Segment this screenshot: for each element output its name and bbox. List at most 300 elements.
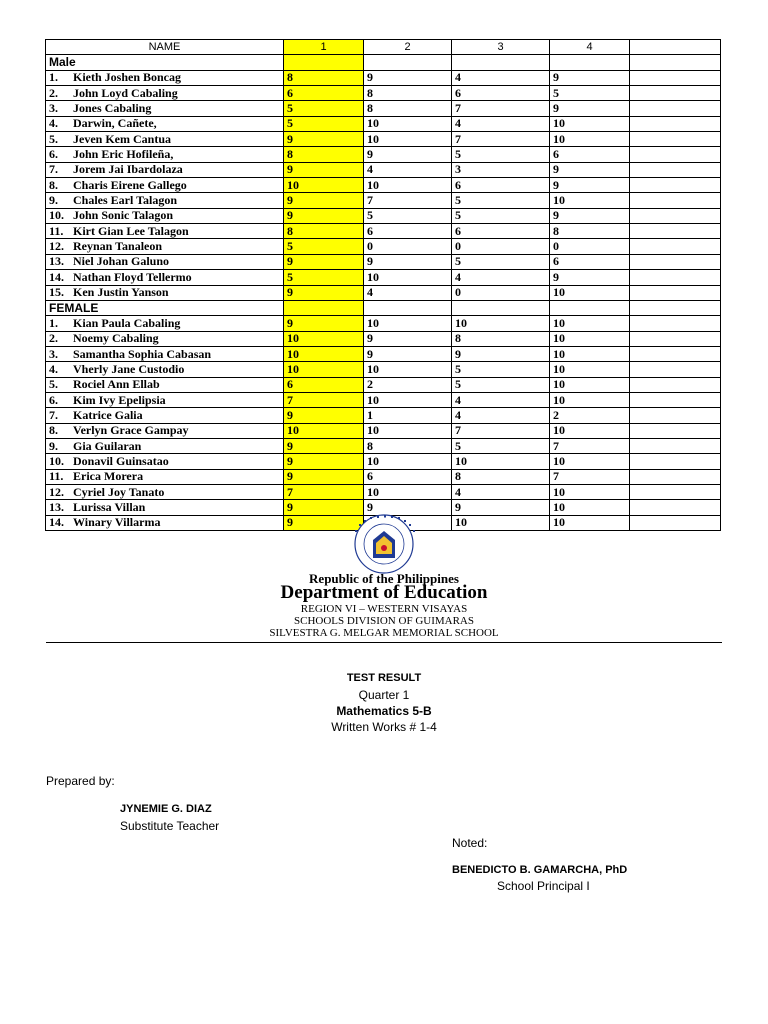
score-ww3: 8 — [452, 469, 550, 484]
score-ww1: 5 — [284, 270, 364, 285]
student-name: Rociel Ann Ellab — [73, 377, 160, 392]
empty-cell — [630, 254, 721, 269]
student-name: Kieth Joshen Boncag — [73, 70, 182, 85]
empty-cell — [630, 484, 721, 499]
score-ww4: 7 — [550, 469, 630, 484]
student-name-cell — [46, 178, 284, 193]
student-name-cell — [46, 469, 284, 484]
table-row — [46, 408, 721, 423]
score-ww3: 3 — [452, 162, 550, 177]
table-row — [46, 254, 721, 269]
table-row — [46, 392, 721, 407]
score-ww3: 5 — [452, 147, 550, 162]
female-section-label: FEMALE — [46, 300, 284, 315]
student-name-cell — [46, 208, 284, 223]
score-ww4: 9 — [550, 208, 630, 223]
score-ww4: 10 — [550, 193, 630, 208]
score-ww2: 1 — [364, 408, 452, 423]
student-name-cell — [46, 484, 284, 499]
score-ww1: 9 — [284, 132, 364, 147]
score-ww2: 4 — [364, 285, 452, 300]
empty-cell — [630, 392, 721, 407]
score-ww3: 4 — [452, 116, 550, 131]
score-ww3: 5 — [452, 254, 550, 269]
score-ww1: 5 — [284, 116, 364, 131]
score-ww4: 6 — [550, 147, 630, 162]
score-ww1: 10 — [284, 178, 364, 193]
score-ww3: 6 — [452, 86, 550, 101]
table-row — [46, 239, 721, 254]
empty-cell — [630, 408, 721, 423]
score-ww3: 5 — [452, 438, 550, 453]
score-ww2: 4 — [364, 162, 452, 177]
student-number: 7. — [49, 407, 58, 422]
score-ww1: 5 — [284, 239, 364, 254]
score-ww4: 9 — [550, 270, 630, 285]
empty-cell — [630, 438, 721, 453]
score-ww2: 10 — [364, 423, 452, 438]
score-ww2: 8 — [364, 438, 452, 453]
empty-cell — [630, 178, 721, 193]
score-ww1: 9 — [284, 208, 364, 223]
student-number: 10. — [49, 208, 64, 223]
table-row — [46, 147, 721, 162]
score-ww2: 2 — [364, 377, 452, 392]
score-ww3: 10 — [452, 515, 550, 530]
region-line: REGION VI – WESTERN VISAYAS — [300, 603, 468, 615]
student-number: 10. — [49, 453, 64, 468]
header-ww4: 4 — [550, 40, 630, 55]
score-ww4: 9 — [550, 162, 630, 177]
score-ww3: 8 — [452, 331, 550, 346]
score-ww2: 9 — [364, 147, 452, 162]
score-ww3: 7 — [452, 423, 550, 438]
student-name: Lurissa Villan — [73, 499, 146, 514]
table-row — [46, 346, 721, 361]
student-name-cell — [46, 500, 284, 515]
empty-cell — [630, 193, 721, 208]
student-name: Kirt Gian Lee Talagon — [73, 223, 189, 238]
score-table — [45, 39, 721, 531]
table-row — [46, 70, 721, 85]
score-ww1: 9 — [284, 515, 364, 530]
student-name: Jeven Kem Cantua — [73, 131, 171, 146]
score-ww3: 5 — [452, 362, 550, 377]
table-row — [46, 116, 721, 131]
table-row — [46, 193, 721, 208]
score-ww3: 6 — [452, 178, 550, 193]
student-name: Winary Villarma — [73, 515, 161, 530]
score-ww1: 9 — [284, 193, 364, 208]
score-ww2: 8 — [364, 101, 452, 116]
table-row — [46, 208, 721, 223]
student-name: Verlyn Grace Gampay — [73, 423, 189, 438]
header-row — [46, 40, 721, 55]
empty-cell — [630, 362, 721, 377]
score-ww2: 9 — [364, 500, 452, 515]
empty-cell — [452, 300, 550, 315]
empty-cell — [630, 86, 721, 101]
table-row — [46, 500, 721, 515]
score-ww3: 9 — [452, 346, 550, 361]
score-ww4: 9 — [550, 70, 630, 85]
table-row — [46, 270, 721, 285]
score-ww4: 10 — [550, 362, 630, 377]
deped-seal — [347, 514, 421, 574]
student-number: 5. — [49, 131, 58, 146]
empty-cell — [630, 55, 721, 70]
empty-cell — [630, 224, 721, 239]
score-ww4: 10 — [550, 132, 630, 147]
empty-cell — [630, 162, 721, 177]
score-ww3: 10 — [452, 316, 550, 331]
score-ww1: 6 — [284, 377, 364, 392]
student-number: 7. — [49, 162, 58, 177]
student-name-cell — [46, 101, 284, 116]
student-number: 11. — [49, 223, 64, 238]
score-ww1: 10 — [284, 346, 364, 361]
student-name-cell — [46, 224, 284, 239]
student-number: 11. — [49, 469, 64, 484]
score-ww4: 10 — [550, 331, 630, 346]
score-ww1: 9 — [284, 254, 364, 269]
prepared-name: JYNEMIE G. DIAZ — [120, 803, 212, 815]
empty-cell — [630, 346, 721, 361]
student-number: 13. — [49, 254, 64, 269]
score-ww4: 6 — [550, 254, 630, 269]
score-ww1: 8 — [284, 70, 364, 85]
score-ww4: 10 — [550, 346, 630, 361]
header-blank — [630, 40, 721, 55]
score-ww3: 4 — [452, 270, 550, 285]
score-ww4: 0 — [550, 239, 630, 254]
student-name-cell — [46, 239, 284, 254]
score-ww2: 10 — [364, 316, 452, 331]
score-ww2: 0 — [364, 239, 452, 254]
table-row — [46, 132, 721, 147]
score-ww3: 7 — [452, 101, 550, 116]
student-number: 1. — [49, 70, 58, 85]
republic-line: Republic of the Philippines — [309, 571, 459, 586]
table-row — [46, 316, 721, 331]
empty-cell — [630, 331, 721, 346]
student-name: Vherly Jane Custodio — [73, 361, 185, 376]
student-name-cell — [46, 408, 284, 423]
empty-cell — [630, 239, 721, 254]
department-title: Department of Education — [280, 582, 488, 603]
score-ww4: 10 — [550, 484, 630, 499]
score-ww3: 4 — [452, 392, 550, 407]
score-ww4: 10 — [550, 423, 630, 438]
score-ww3: 4 — [452, 484, 550, 499]
empty-cell — [630, 454, 721, 469]
score-ww4: 10 — [550, 285, 630, 300]
student-number: 14. — [49, 269, 64, 284]
student-number: 4. — [49, 361, 58, 376]
score-ww4: 10 — [550, 316, 630, 331]
student-name-cell — [46, 515, 284, 530]
empty-cell — [550, 300, 630, 315]
student-name-cell — [46, 331, 284, 346]
male-section-row — [46, 55, 721, 70]
student-name-cell — [46, 270, 284, 285]
empty-cell — [284, 55, 364, 70]
student-name: Reynan Tanaleon — [73, 239, 163, 254]
empty-cell — [452, 55, 550, 70]
score-ww1: 8 — [284, 224, 364, 239]
empty-cell — [364, 300, 452, 315]
empty-cell — [630, 515, 721, 530]
student-name: Samantha Sophia Cabasan — [73, 346, 212, 361]
table-row — [46, 377, 721, 392]
score-ww4: 10 — [550, 515, 630, 530]
student-name: Kim Ivy Epelipsia — [73, 392, 166, 407]
student-name: John Loyd Cabaling — [73, 85, 178, 100]
table-row — [46, 101, 721, 116]
score-ww2: 9 — [364, 346, 452, 361]
header-ww2: 2 — [364, 40, 452, 55]
student-name-cell — [46, 392, 284, 407]
score-ww1: 9 — [284, 469, 364, 484]
student-number: 13. — [49, 499, 64, 514]
score-ww4: 5 — [550, 86, 630, 101]
empty-cell — [630, 500, 721, 515]
table-row — [46, 469, 721, 484]
student-name: Donavil Guinsatao — [73, 453, 169, 468]
male-section-label: Male — [46, 55, 284, 70]
student-name: Charis Eirene Gallego — [73, 177, 187, 192]
student-number: 2. — [49, 85, 58, 100]
student-name-cell — [46, 70, 284, 85]
empty-cell — [630, 423, 721, 438]
score-ww4: 10 — [550, 454, 630, 469]
score-ww3: 7 — [452, 132, 550, 147]
empty-cell — [284, 300, 364, 315]
score-ww4: 8 — [550, 224, 630, 239]
student-name-cell — [46, 193, 284, 208]
score-ww2: 9 — [364, 331, 452, 346]
student-name-cell — [46, 362, 284, 377]
table-row — [46, 162, 721, 177]
student-name: Chales Earl Talagon — [73, 193, 178, 208]
student-name: Kian Paula Cabaling — [73, 315, 181, 330]
student-number: 2. — [49, 331, 58, 346]
score-table-body — [46, 55, 721, 531]
student-name: John Sonic Talagon — [73, 208, 174, 223]
student-name-cell — [46, 285, 284, 300]
score-ww1: 8 — [284, 147, 364, 162]
empty-cell — [630, 469, 721, 484]
score-ww1: 9 — [284, 162, 364, 177]
score-ww1: 10 — [284, 362, 364, 377]
score-ww1: 7 — [284, 392, 364, 407]
score-ww2: 10 — [364, 132, 452, 147]
student-number: 8. — [49, 423, 58, 438]
student-name-cell — [46, 346, 284, 361]
empty-cell — [630, 377, 721, 392]
score-ww3: 4 — [452, 408, 550, 423]
student-number: 14. — [49, 515, 64, 530]
score-ww4: 10 — [550, 116, 630, 131]
empty-cell — [550, 55, 630, 70]
noted-name: BENEDICTO B. GAMARCHA, PhD — [452, 864, 628, 876]
student-name-cell — [46, 86, 284, 101]
score-ww1: 9 — [284, 438, 364, 453]
student-name: Jorem Jai Ibardolaza — [73, 162, 183, 177]
student-name: Niel Johan Galuno — [73, 254, 170, 269]
table-row — [46, 178, 721, 193]
score-ww1: 6 — [284, 86, 364, 101]
student-name-cell — [46, 254, 284, 269]
school-line: SILVESTRA G. MELGAR MEMORIAL SCHOOL — [269, 627, 499, 639]
student-name: Ken Justin Yanson — [73, 285, 169, 300]
prepared-label: Prepared by: — [46, 774, 115, 788]
score-ww4: 9 — [550, 101, 630, 116]
noted-title: School Principal I — [497, 879, 590, 893]
student-name: John Eric Hofileña, — [73, 147, 174, 162]
student-name: Erica Morera — [73, 469, 144, 484]
score-ww3: 5 — [452, 377, 550, 392]
score-ww3: 6 — [452, 224, 550, 239]
student-name-cell — [46, 454, 284, 469]
score-ww1: 7 — [284, 484, 364, 499]
score-ww3: 5 — [452, 208, 550, 223]
empty-cell — [630, 116, 721, 131]
score-ww2: 5 — [364, 208, 452, 223]
score-ww2: 6 — [364, 469, 452, 484]
empty-cell — [630, 316, 721, 331]
student-name-cell — [46, 377, 284, 392]
score-ww3: 10 — [452, 454, 550, 469]
score-ww4: 7 — [550, 438, 630, 453]
score-ww2: 10 — [364, 270, 452, 285]
female-section-row — [46, 300, 721, 315]
score-ww3: 9 — [452, 500, 550, 515]
seal-emblem-dot — [381, 545, 387, 551]
student-number: 6. — [49, 147, 58, 162]
student-number: 6. — [49, 392, 58, 407]
student-number: 5. — [49, 377, 58, 392]
student-number: 9. — [49, 438, 58, 453]
empty-cell — [630, 101, 721, 116]
score-ww1: 9 — [284, 500, 364, 515]
score-ww2: 10 — [364, 484, 452, 499]
noted-label: Noted: — [452, 836, 488, 850]
student-name: Nathan Floyd Tellermo — [73, 269, 192, 284]
score-ww1: 10 — [284, 331, 364, 346]
table-row — [46, 86, 721, 101]
student-number: 4. — [49, 116, 58, 131]
score-ww4: 9 — [550, 178, 630, 193]
table-row — [46, 423, 721, 438]
empty-cell — [630, 70, 721, 85]
student-name: Noemy Cabaling — [73, 331, 159, 346]
student-name: Darwin, Cañete, — [73, 116, 157, 131]
score-ww1: 9 — [284, 285, 364, 300]
table-row — [46, 484, 721, 499]
score-ww3: 5 — [452, 193, 550, 208]
score-ww2: 10 — [364, 178, 452, 193]
student-name-cell — [46, 316, 284, 331]
score-ww2: 9 — [364, 254, 452, 269]
score-ww2: 10 — [364, 362, 452, 377]
prepared-title: Substitute Teacher — [120, 819, 220, 833]
empty-cell — [630, 147, 721, 162]
student-number: 3. — [49, 101, 58, 116]
student-name-cell — [46, 162, 284, 177]
student-number: 12. — [49, 239, 64, 254]
student-name-cell — [46, 147, 284, 162]
score-ww2: 8 — [364, 86, 452, 101]
student-name: Cyriel Joy Tanato — [73, 484, 165, 499]
empty-cell — [630, 208, 721, 223]
student-number: 8. — [49, 177, 58, 192]
score-ww1: 9 — [284, 316, 364, 331]
score-ww4: 10 — [550, 500, 630, 515]
score-ww2: 10 — [364, 392, 452, 407]
score-ww1: 9 — [284, 454, 364, 469]
header-ww1: 1 — [284, 40, 364, 55]
header-name: NAME — [46, 40, 284, 55]
student-number: 3. — [49, 346, 58, 361]
student-name-cell — [46, 116, 284, 131]
score-ww4: 10 — [550, 392, 630, 407]
score-ww2: 10 — [364, 116, 452, 131]
report-title: TEST RESULT — [346, 672, 422, 684]
table-row — [46, 362, 721, 377]
empty-cell — [630, 300, 721, 315]
student-name-cell — [46, 423, 284, 438]
student-number: 1. — [49, 315, 58, 330]
division-line: SCHOOLS DIVISION OF GUIMARAS — [294, 615, 474, 627]
student-number: 9. — [49, 193, 58, 208]
empty-cell — [364, 55, 452, 70]
empty-cell — [630, 132, 721, 147]
table-row — [46, 331, 721, 346]
score-ww2: 7 — [364, 193, 452, 208]
score-ww1: 9 — [284, 408, 364, 423]
report-works: Written Works # 1-4 — [331, 720, 437, 734]
score-ww2: 9 — [364, 70, 452, 85]
table-row — [46, 224, 721, 239]
score-ww1: 10 — [284, 423, 364, 438]
score-ww1: 5 — [284, 101, 364, 116]
report-quarter: Quarter 1 — [358, 688, 410, 702]
score-ww4: 10 — [550, 377, 630, 392]
report-subject: Mathematics 5-B — [336, 704, 432, 718]
student-number: 15. — [49, 285, 64, 300]
score-ww3: 4 — [452, 70, 550, 85]
score-ww2: 6 — [364, 224, 452, 239]
header-divider — [46, 642, 722, 643]
student-number: 12. — [49, 484, 64, 499]
score-ww3: 0 — [452, 239, 550, 254]
score-ww3: 0 — [452, 285, 550, 300]
student-name-cell — [46, 438, 284, 453]
header-ww3: 3 — [452, 40, 550, 55]
score-ww2: 10 — [364, 454, 452, 469]
student-name: Jones Cabaling — [73, 101, 152, 116]
empty-cell — [630, 270, 721, 285]
student-name-cell — [46, 132, 284, 147]
table-row — [46, 285, 721, 300]
table-row — [46, 454, 721, 469]
empty-cell — [630, 285, 721, 300]
score-ww4: 2 — [550, 408, 630, 423]
student-name: Katrice Galia — [73, 407, 143, 422]
table-row — [46, 438, 721, 453]
student-name: Gia Guilaran — [73, 438, 142, 453]
